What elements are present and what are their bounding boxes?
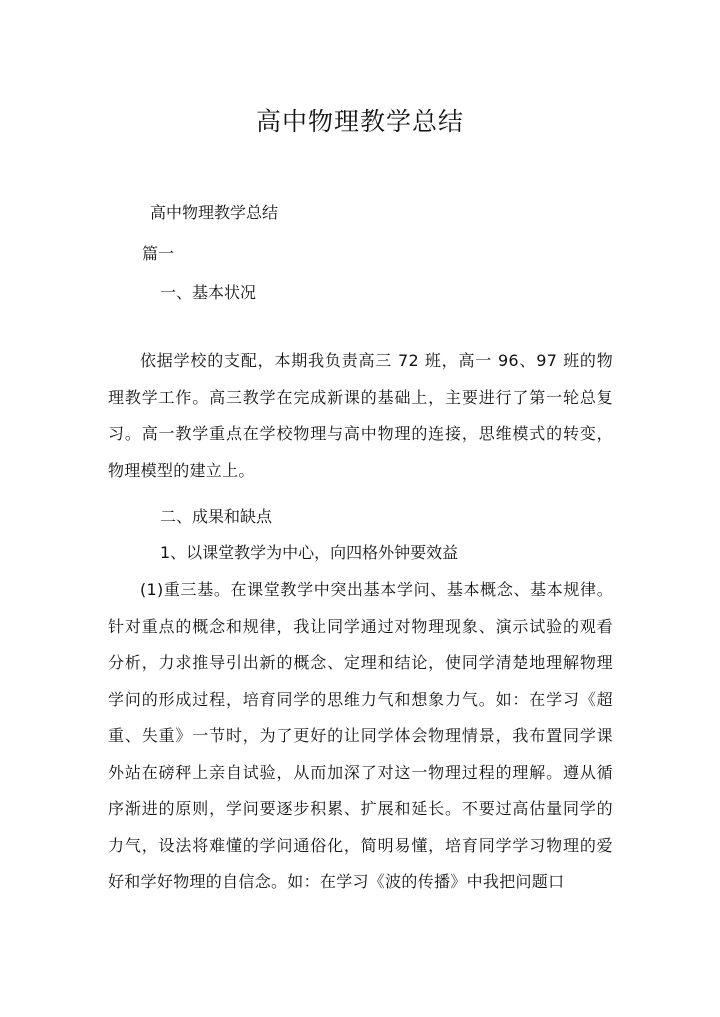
paragraph-basic-situation: 依据学校的支配，本期我负责高三 72 班，高一 96、97 班的物理教学工作。高三教学在完成新课的基础上，主要进行了第一轮总复习。高一教学重点在学校物理与高中物理的连接，思维模式的转变，物理模型的建立上。	[108, 351, 613, 480]
subheading-classroom-teaching: 1、以课堂教学为中心，向四格外钟要效益	[160, 543, 459, 562]
document-title: 高中物理教学总结	[255, 107, 464, 136]
heading-results-shortcomings: 二、成果和缺点	[160, 507, 273, 526]
document-subtitle: 高中物理教学总结	[150, 203, 279, 222]
heading-basic-situation: 一、基本状况	[160, 283, 257, 302]
paragraph-three-basics: (1)重三基。在课堂教学中突出基本学问、基本概念、基本规律。针对重点的概念和规律，我让同学通过对物理现象、演示试验的观看分析，力求推导引出新的概念、定理和结论，使同学清楚地理解物理学问的形成过程，培育同学的思维力气和想象力气。如：在学习《超重、失重》一节时，为了更好的让同学体会物理情景，我布置同学课外站在磅秤上亲自试验，从而加深了对这一物理过程的理解。遵从循序渐进的原则，学问要逐步积累、扩展和延长。不要过高估量同学的力气，设法将难懂的学问通俗化，简明易懂，培育同学学习物理的爱好和学好物理的自信念。如：在学习《波的传播》中我把问题口	[108, 580, 613, 891]
section-label: 篇一	[142, 244, 175, 263]
